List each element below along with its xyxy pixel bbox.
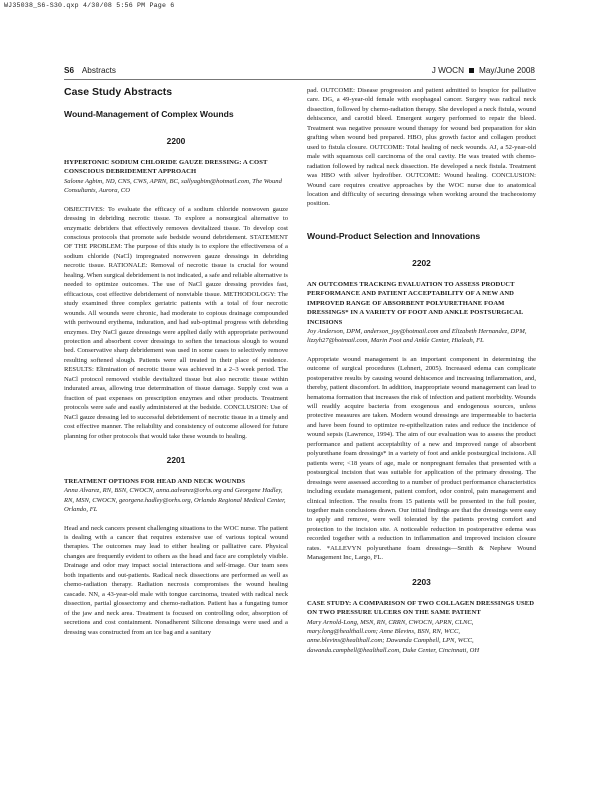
abstract-number: 2203 — [412, 576, 431, 587]
abstract-authors: Mary Arnold-Long, MSN, RN, CRRN, CWOCN, APRN, CLNC, mary.long@healthall.com; Anne Blevins, BSN, RN, WCC, anne.blevins@healthall.com; Dawanda Campbell, LPN, WCC, dawanda.campbell@healthall.com, Duke Center, Cincinnati, OH — [307, 618, 480, 654]
abstract-number: 2201 — [166, 454, 186, 465]
right-column — [307, 86, 536, 664]
abstract-title: CASE STUDY: A COMPARISON OF TWO COLLAGEN DRESSINGS USED ON TWO PRESSURE ULCERS ON THE SAME PATIENT — [307, 599, 535, 617]
abstract-title: AN OUTCOMES TRACKING EVALUATION TO ASSESS PRODUCT PERFORMANCE AND PATIENT ACCEPTABILITY OF A NEW AND IMPROVED RANGE OF ABSORBENT POLYURETHANE FOAM DRESSINGS* IN A VARIETY OF FOOT AND ANKLE POSTSURGICAL INCISIONS — [307, 280, 523, 326]
continued-text: pad. OUTCOME: Disease progression and patient admitted to hospice for palliative care. DG, a 49-year-old female with esophageal cancer. Surgery was radical neck dissection, followed by chemo-radiation therapy. She developed a neck fistula, wound dehiscence, and carotid bleed. Emergent surgery performed to repair the bleed. Treatment was negative pressure wound therapy for wound bed preparation for skin grafting when wound bed prepared. HBO, plus growth factor and collagen product used to fistula closure. OUTCOME: Total healing of neck wounds. AJ, a 52-year-old male with squamous cell carcinoma of the oral cavity. He was treated with chemo-radiation followed by radical neck dissection. He developed a neck fistula. Treatment was HBO with silver hydrofiber. OUTCOME: Wound healing. CONCLUSION: Wound care requires creative approaches by the WOC nurse due to anatomical location and difficulty of securing dressings when working around the tracheostomy position. — [307, 87, 536, 208]
abstract-2201 — [64, 455, 288, 637]
abstract-2203 — [307, 577, 536, 655]
abstract-2202 — [307, 258, 536, 563]
abstract-body: OBJECTIVES: To evaluate the efficacy of a sodium chloride nonwoven gauze dressing in debriding necrotic tissue. To explore a nonsurgical alternative to enzymatic debriders that effectively removes devitalized tissue. To develop cost conscious protocols that promote safe bedside wound debridement. STATEMENT OF THE PROBLEM: The purpose of this study is to explore the effectiveness of a sodium chloride (NaCl) impregnated nonwoven gauze dressings in debriding necrotic tissue. RATIONALE: Removal of necrotic tissue is crucial for wound healing. When surgical debridement is not indicated, a safe and reliable alternative is needed to optimize outcomes. The use of NaCl gauze dressing provides fast, efficacious, cost effective debridement of nonviable tissue. METHODOLOGY: The study examined three complex geriatric patients with a total of four necrotic wounds. All wounds were chronic, had moderate to copious drainage compounded with periwound erythema, induration, and had sub-optimal progress with debriding enzymes. Dry NaCl gauze dressings were applied daily with appropriate periwound protection and absorbent cover dressings to soften the tenacious slough to wound bed. Conservative sharp debridement was used in some cases to selectively remove resulting softened slough. Patients were all treated in their place of residence. RESULTS: Elimination of necrotic tissue was achieved in a 2–3 week period. The NaCl protocol removed visible devitalized tissue but also necrotic tissue within indurated areas, allowing true determination of tissue damage. Supply cost was a fraction of past expenses on prescription enzymes and other products. Treatment protocols were safe and easily administered at the bedside. CONCLUSION: Use of NaCl gauze dressing led to successful debridement of necrotic tissue in a timely and cost effective manner. The reliability and consistency of outcome allowed for future planning for other protocols that would take these wounds to healing. — [64, 205, 288, 440]
journal-name: J WOCN — [431, 66, 464, 75]
abstract-number: 2202 — [412, 257, 431, 268]
abstract-authors: Joy Anderson, DPM, anderson_joy@hotmail.com and Elizabeth Hernandez, DPM, lizzyh27@hotmail.com, Marin Foot and Ankle Center, Hialeah, FL — [307, 327, 527, 345]
abstract-body: Appropriate wound management is an important component in determining the outcome of surgical procedures (Lehnert, 2005). Increased edema can complicate postoperative results by causing wound dehiscence and increasing inflammation, and, thereby, patient discomfort. In addition, inappropriate wound management can lead to hematoma formation that increases the risk of infection and patient morbidity. Wounds will readily acquire bacteria from exogenous and endogenous sources, unless protective measures are taken. Modern wound dressings are impermeable to bacteria and have been found to optimize re-epithelization rates and reduce the incidence of wound sepsis (Lawrence, 1994). The aim of our evaluation was to assess the product performance and patient acceptability of a new and improved range of absorbent polyurethane foam dressings* in a variety of foot and ankle postsurgical incisions. All patients were; <18 years of age, male or nonpregnant females that presented with a postsurgical incision that was suitable for application of the primary dressing. The dressings were assessed according to a number of product performance characteristics including exudate management, patient comfort, odor control, pain management and clinical infection. The results from 15 patients will be presented in the full poster, together main conclusions drawn. Our initial findings are that the dressings were easy to apply and remove, were well tolerated by the patients proving comfort and protection to the incision site. A noticeable reduction in postoperative edema was recorded together with a reduction in inflammation and improved incision closure rates. *ALLEVYN polyurethane foam dressings—Smith & Nephew Wound Management Inc, Largo, FL. — [307, 355, 536, 562]
abstract-title: TREATMENT OPTIONS FOR HEAD AND NECK WOUNDS — [64, 477, 246, 485]
abstract-2200 — [64, 136, 288, 441]
square-bullet-icon — [469, 68, 474, 73]
page-number: S6 — [64, 66, 75, 75]
abstract-authors: Anna Alvarez, RN, BSN, CWOCN, anna.aalvarez@orhs.org and Georgene Hadley, RN, MSN, CWOCN, georgene.hadley@orhs.org, Orlando Regional Medical Center, Orlando, FL — [64, 487, 286, 514]
abstract-title: HYPERTONIC SODIUM CHLORIDE GAUZE DRESSING: A COST CONSCIOUS DEBRIDEMENT APPROACH — [64, 159, 268, 176]
running-header-right — [432, 66, 535, 75]
running-header-left — [64, 66, 116, 75]
issue-date: May/June 2008 — [479, 66, 535, 75]
section-title: Case Study Abstracts — [64, 86, 173, 98]
print-slug: WJ35038_S6-S30.qxp 4/30/08 5:56 PM Page 6 — [4, 2, 175, 9]
abstract-number: 2200 — [166, 136, 186, 146]
header-rule — [64, 79, 536, 80]
section-title: Wound-Product Selection and Innovations — [307, 230, 481, 241]
abstract-body: Head and neck cancers present challenging situations to the WOC nurse. The patient is dealing with a cancer that requires extensive use of various topical wound therapies. The outcomes may lead to either healing or palliative care. Physical changes are frequently evident to others as the head and face are completely visible. Drainage and odor may impact social interactions and self-image. Our team sees both inpatients and out-patients. Radical neck dissections are performed as well as chemo-radiation therapy. Radiation necrosis compromises the wound healing cascade. NN, a 43-year-old male with tongue carcinoma, treated with radical neck dissection, partial glossectomy and chemo-radiation. Patient has a fungating tumor of the jaw and neck area. Treatment is focused on controlling odor, absorption of secretions and cost containment. Nonadherent Silicone dressings were used and a dressing was constructed from an ice bag and a sanitary — [64, 524, 288, 636]
abstract-authors: Salome Agbim, ND, CNS, CWS, APRN, BC, sallyagbim@hotmail.com, The Wound Consultants, Aurora, CO — [64, 177, 282, 195]
subsection-title: Wound-Management of Complex Wounds — [64, 109, 234, 119]
section-label: Abstracts — [81, 66, 116, 75]
left-column — [64, 86, 288, 651]
